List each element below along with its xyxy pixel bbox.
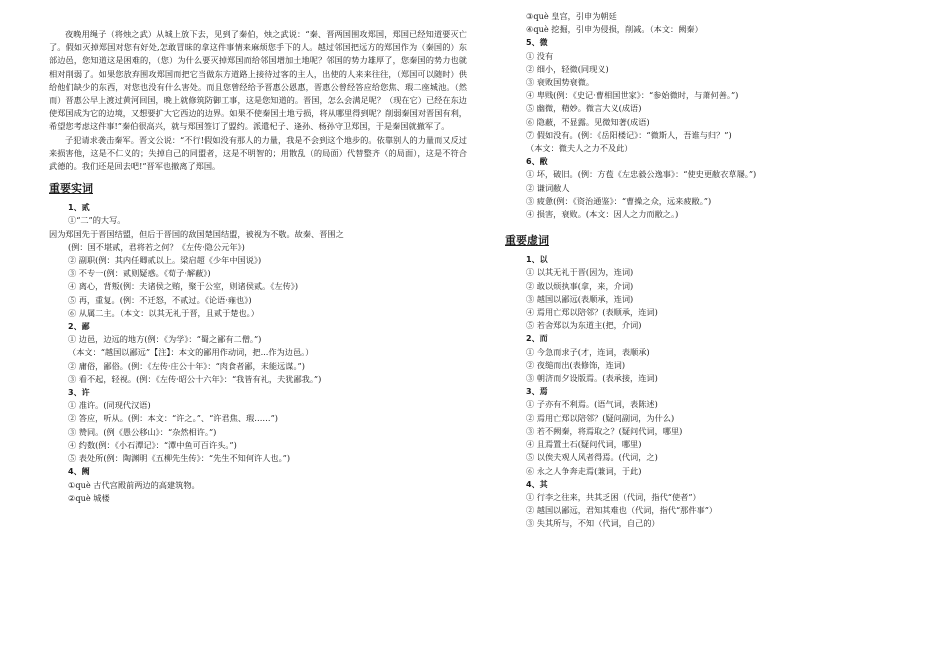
definition-line: ⑤ 再，重复。(例：不迁怒，不贰过。《论语·雍也》) — [68, 294, 252, 305]
definition-line: ⑤ 表处所(例：陶渊明《五柳先生传》：“先生不知何许人也。”) — [68, 453, 291, 464]
word-head: 6、敝 — [526, 157, 548, 167]
word-head: 1、贰 — [68, 203, 90, 213]
section-title-function-words: 重要虚词 — [505, 234, 549, 248]
definition-line: ① 今急而求子(才，连词，表顺承) — [526, 346, 650, 357]
word-head: 3、焉 — [526, 387, 548, 397]
definition-line: ⑥ 隐蔽，不显露。见微知著(成语) — [526, 116, 650, 127]
function-word-er — [505, 332, 835, 385]
definition-line: ⑤ 幽微，精妙。微言大义(成语) — [526, 103, 642, 114]
word-head: 4、其 — [526, 479, 548, 489]
definition-line: ①què 古代宫殿前两边的高建筑物。 — [68, 479, 200, 490]
left-column — [49, 28, 467, 505]
definition-line: ① 坏，破旧。(例：方苞《左忠毅公逸事》：“使史更敝衣草屦。”) — [526, 169, 757, 180]
word-head: 2、而 — [526, 334, 548, 344]
function-word-qi — [505, 478, 835, 531]
definition-line: ② 副职(例：其内任卿贰以上。梁启超《少年中国说》) — [68, 255, 262, 266]
definition-line: ③ 看不起，轻视。(例：《左传·昭公十六年》：“我皆有礼，夫犹鄙我。”) — [68, 373, 322, 384]
definition-line: ⑤ 以俟夫观人风者得焉。(代词，之) — [526, 452, 658, 463]
definition-line: ② 越国以鄙远，君知其难也（代词，指代“那件事”） — [526, 505, 718, 516]
definition-line: ① 边邑，边远的地方(例：《为学》：“蜀之鄙有二僧。”) — [68, 334, 262, 345]
definition-line: （本文：“越国以鄙远”【注】：本文的鄙用作动词，把...作为边邑。） — [68, 347, 314, 358]
definition-line: ② 细小，轻微(同现义) — [526, 63, 609, 74]
word-head: 3、许 — [68, 388, 90, 398]
function-word-yan — [505, 385, 835, 477]
definition-line: ② 谦词敝人 — [526, 182, 570, 193]
word-entry-que — [49, 465, 467, 505]
word-head: 2、鄙 — [68, 322, 90, 332]
translation-paragraph-2: 子犯请求袭击秦军。晋文公说：“不行!假如没有那人的力量，我是不会到这个地步的。依靠别人的力量而又反过来损害他，这是不仁义的；失掉自己的同盟者，这是不明智的；用散乱（的局面）代替整齐（的局面），这是不符合武德的。我们还是回去吧!”晋军也撤离了郑国。 — [49, 134, 467, 172]
definition-line: ③ 赞同。(例《愚公移山》：“杂然相许。”) — [68, 426, 217, 437]
definition-line: 因为郑国先于晋国结盟，但后于晋国的敌国楚国结盟，被视为不敬。故秦、晋围之 — [49, 228, 344, 239]
word-entry-wei — [505, 36, 835, 155]
definition-line: ⑥ 从属二主。（本文：以其无礼于晋，且贰于楚也。） — [68, 307, 259, 318]
right-column — [505, 10, 835, 531]
word-head: 1、以 — [526, 255, 548, 265]
definition-line: ① 没有 — [526, 50, 554, 61]
definition-line: ③ 失其所与，不知（代词，自己的） — [526, 518, 660, 529]
definition-line: ③ 不专一(例：贰则疑惑。《荀子·解蔽》) — [68, 268, 211, 279]
definition-line: ⑦ 假如没有。(例：《岳阳楼记》：“微斯人，吾谁与归？”) — [526, 129, 732, 140]
definition-line: ④ 损害，衰败。(本文：因人之力而敝之。) — [526, 209, 679, 220]
definition-line: ③ 越国以鄙远(表顺承，连词) — [526, 293, 634, 304]
definition-line: ③ 疲惫(例：《资治通鉴》：“曹操之众，远来疲敝。”) — [526, 195, 712, 206]
word-entry-bi — [49, 320, 467, 386]
definition-line: ④ 卑贱(例：《史记·曹相国世家》：“参始微时，与萧何善。”) — [526, 90, 739, 101]
definition-line: ② 夜缒而出(表修饰，连词) — [526, 359, 626, 370]
definition-line: ③què 皇宫，引申为朝廷 — [526, 11, 617, 21]
function-word-yi — [505, 253, 835, 332]
definition-line: ②què 城楼 — [68, 492, 110, 503]
definition-line: ① 以其无礼于晋(因为，连词) — [526, 267, 634, 278]
definition-line: ④ 离心，背叛(例：夫诸侯之贿，聚于公室，则诸侯贰。《左传》) — [68, 281, 299, 292]
definition-line: ① 行李之往来，共其乏困（代词，指代“使者”） — [526, 491, 701, 502]
definition-line: ①“二”的大写。 — [68, 215, 126, 226]
definition-line: ⑥ 永之人争奔走焉(兼词，于此) — [526, 465, 642, 476]
word-entry-xu — [49, 386, 467, 465]
definition-line: ① 准许。(同现代汉语) — [68, 400, 151, 411]
definition-line: ④ 且焉置土石(疑问代词，哪里) — [526, 439, 642, 450]
definition-line: ① 子亦有不利焉。(语气词，表陈述) — [526, 399, 658, 410]
definition-line: ④ 约数(例：《小石潭记》：“潭中鱼可百许头。”) — [68, 439, 237, 450]
definition-line: ② 庸俗，鄙俗。(例：《左传·庄公十年》：“肉食者鄙，未能远谋。”) — [68, 360, 305, 371]
definition-line: ⑤ 若舍郑以为东道主(把，介词) — [526, 320, 642, 331]
translation-paragraph-1: 夜晚用绳子（将烛之武）从城上放下去，见到了秦伯，烛之武说：“秦、晋两国围攻郑国，郑国已经知道要灭亡了。假如灭掉郑国对您有好处,怎敢冒昧的拿这件事情来麻烦您手下的人。越过邻国把远方的郑国作为（秦国的）东部边邑，您知道这是困难的，（您）为什么要灭掉郑国而给邻国增加土地呢？邻国的势力雄厚了，您秦国的势力也就相对削弱了。如果您放弃围攻郑国而把它当做东方道路上接待过客的主人，出使的人来来往往，（郑国可以随时）供给他们缺少的东西，对您也没有什么害处。而且您曾经给予晋惠公恩惠，晋惠公曾经答应给您焦、瑕二座城池。（然而）晋惠公早上渡过黄河回国，晚上就修筑防御工事，这是您知道的。晋国，怎么会满足呢？（现在它）已经在东边使郑国成为它的边境，又想要扩大它西边的边界。如果不使秦国土地亏损，将从哪里得到呢？削弱秦国对晋国有利，希望您考虑这件事!”秦伯很高兴，就与郑国签订了盟约。派遣杞子、逢孙、杨孙守卫郑国，于是秦国就撤军了。 — [49, 29, 467, 132]
word-entry-bi-worn — [505, 155, 835, 221]
definition-line: (例：国不堪贰，君将若之何？《左传·隐公元年》) — [68, 241, 245, 252]
word-head: 5、微 — [526, 38, 548, 48]
word-head: 4、阙 — [68, 467, 90, 477]
definition-line: ④què 挖掘，引申为侵损，削减。（本文：阙秦） — [526, 24, 703, 35]
definition-line: ② 敢以烦执事(拿，来，介词) — [526, 280, 634, 291]
section-title-notional-words: 重要实词 — [49, 182, 93, 196]
definition-line: ③ 朝济而夕设版焉。(表承接，连词) — [526, 373, 658, 384]
text-note: （本文：微夫人之力不及此） — [526, 143, 633, 154]
definition-line: ② 答应，听从。(例：本文：“许之。”、“许君焦、瑕……”) — [68, 413, 278, 424]
definition-line: ④ 焉用亡郑以陪邻？(表顺承，连词) — [526, 307, 658, 318]
word-entry-er — [49, 201, 467, 320]
definition-line: ③ 若不阙秦，将焉取之？(疑问代词，哪里) — [526, 425, 683, 436]
definition-line: ② 焉用亡郑以陪邻？(疑问副词，为什么) — [526, 412, 675, 423]
definition-line: ③ 衰败国势衰微。 — [526, 77, 595, 88]
